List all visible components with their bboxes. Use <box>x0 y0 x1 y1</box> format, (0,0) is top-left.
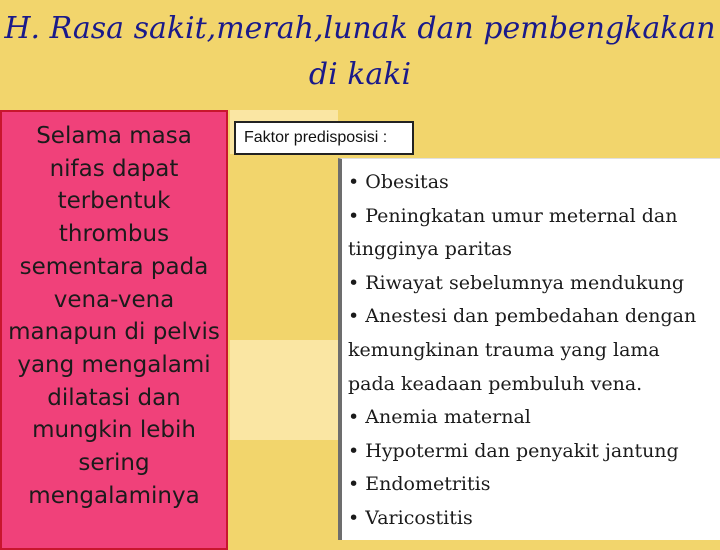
list-item: • Anestesi dan pembedahan dengan kemungkinan trauma yang lama pada keadaan pembuluh vena. <box>348 305 697 395</box>
decorative-band-mid <box>230 340 338 440</box>
left-text: Selama masa nifas dapat terbentuk thrombus sementara pada vena-vena manapun di pelvis yang mengalami dilatasi dan mungkin lebih sering mengalaminya <box>8 123 220 509</box>
list-item: • Obesitas <box>348 171 449 193</box>
risk-factor-list <box>342 159 720 536</box>
list-item: • Endometritis <box>348 473 491 496</box>
faktor-predisposisi-label: Faktor predisposisi : <box>234 121 414 155</box>
list-item: • Varicostitis <box>348 506 473 529</box>
left-text-box <box>0 110 228 550</box>
list-item: • Anemia maternal <box>348 406 531 429</box>
list-item: • Peningkatan umur meternal dan tingginya paritas <box>348 204 678 261</box>
risk-factor-box <box>338 158 720 540</box>
list-item: • Riwayat sebelumnya mendukung <box>348 271 685 294</box>
slide-title: H. Rasa sakit,merah,lunak dan pembengkakan di kaki <box>4 11 716 92</box>
list-item: • Hypotermi dan penyakit jantung <box>348 439 679 462</box>
